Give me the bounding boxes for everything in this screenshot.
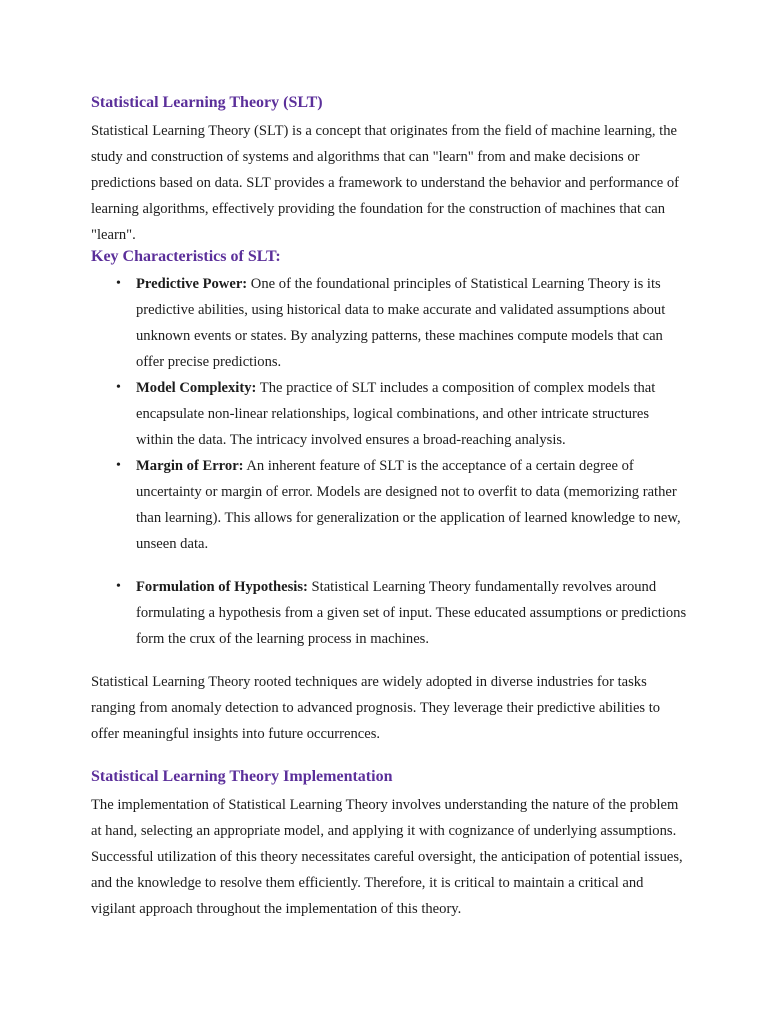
term-label: Predictive Power: bbox=[136, 276, 248, 292]
list-item-model-complexity bbox=[116, 375, 688, 453]
term-description: An inherent feature of SLT is the acceptance of a certain degree of uncertainty or margin of error. Models are designed not to overfit to data (memorizing rather than learning). This allows for generalization or the application of learned knowledge to new, unseen data. bbox=[136, 458, 681, 552]
term-description: The practice of SLT includes a composition of complex models that encapsulate non-linear relationships, logical combinations, and other intricate structures within the data. The intricacy involved ensures a broad-reaching analysis. bbox=[136, 380, 656, 448]
term-label: Formulation of Hypothesis: bbox=[136, 579, 308, 595]
section-title-key-characteristics: Key Characteristics of SLT: bbox=[91, 248, 281, 265]
section-title-implementation: Statistical Learning Theory Implementation bbox=[91, 768, 393, 785]
implementation-paragraph: The implementation of Statistical Learning Theory involves understanding the nature of the problem at hand, selecting an appropriate model, and applying it with cognizance of underlying assumptions. Successful utilization of this theory necessitates careful oversight, the anticipation of potential issues, and the knowledge to resolve them efficiently. Therefore, it is critical to maintain a critical and vigilant approach throughout the implementation of this theory. bbox=[91, 797, 683, 917]
list-item-predictive-power bbox=[116, 271, 688, 375]
section-title-slt: Statistical Learning Theory (SLT) bbox=[91, 94, 323, 111]
term-label: Margin of Error: bbox=[136, 458, 244, 474]
bullet-icon: • bbox=[116, 579, 121, 594]
intro-paragraph: Statistical Learning Theory (SLT) is a concept that originates from the field of machine learning, the study and construction of systems and algorithms that can "learn" from and make decisions or predictions based on data. SLT provides a framework to understand the behavior and performance of learning algorithms, effectively providing the foundation for the construction of machines that can "learn". bbox=[91, 123, 680, 243]
bullet-icon: • bbox=[116, 380, 121, 395]
closing-paragraph: Statistical Learning Theory rooted techniques are widely adopted in diverse industries for tasks ranging from anomaly detection to advanced prognosis. They leverage their predictive abilities to offer meaningful insights into future occurrences. bbox=[91, 674, 661, 742]
term-label: Model Complexity: bbox=[136, 380, 257, 396]
bullet-icon: • bbox=[116, 458, 121, 473]
bullet-icon: • bbox=[116, 276, 121, 291]
term-description: Statistical Learning Theory fundamentally revolves around formulating a hypothesis from a given set of input. These educated assumptions or predictions form the crux of the learning process in machines. bbox=[136, 579, 687, 647]
characteristics-list bbox=[91, 271, 688, 652]
term-description: One of the foundational principles of Statistical Learning Theory is its predictive abilities, using historical data to make accurate and validated assumptions about unknown events or states. By analyzing patterns, these machines compute models that can offer precise predictions. bbox=[136, 276, 666, 370]
list-item-margin-of-error bbox=[116, 453, 688, 557]
list-item-formulation-of-hypothesis bbox=[116, 574, 688, 652]
